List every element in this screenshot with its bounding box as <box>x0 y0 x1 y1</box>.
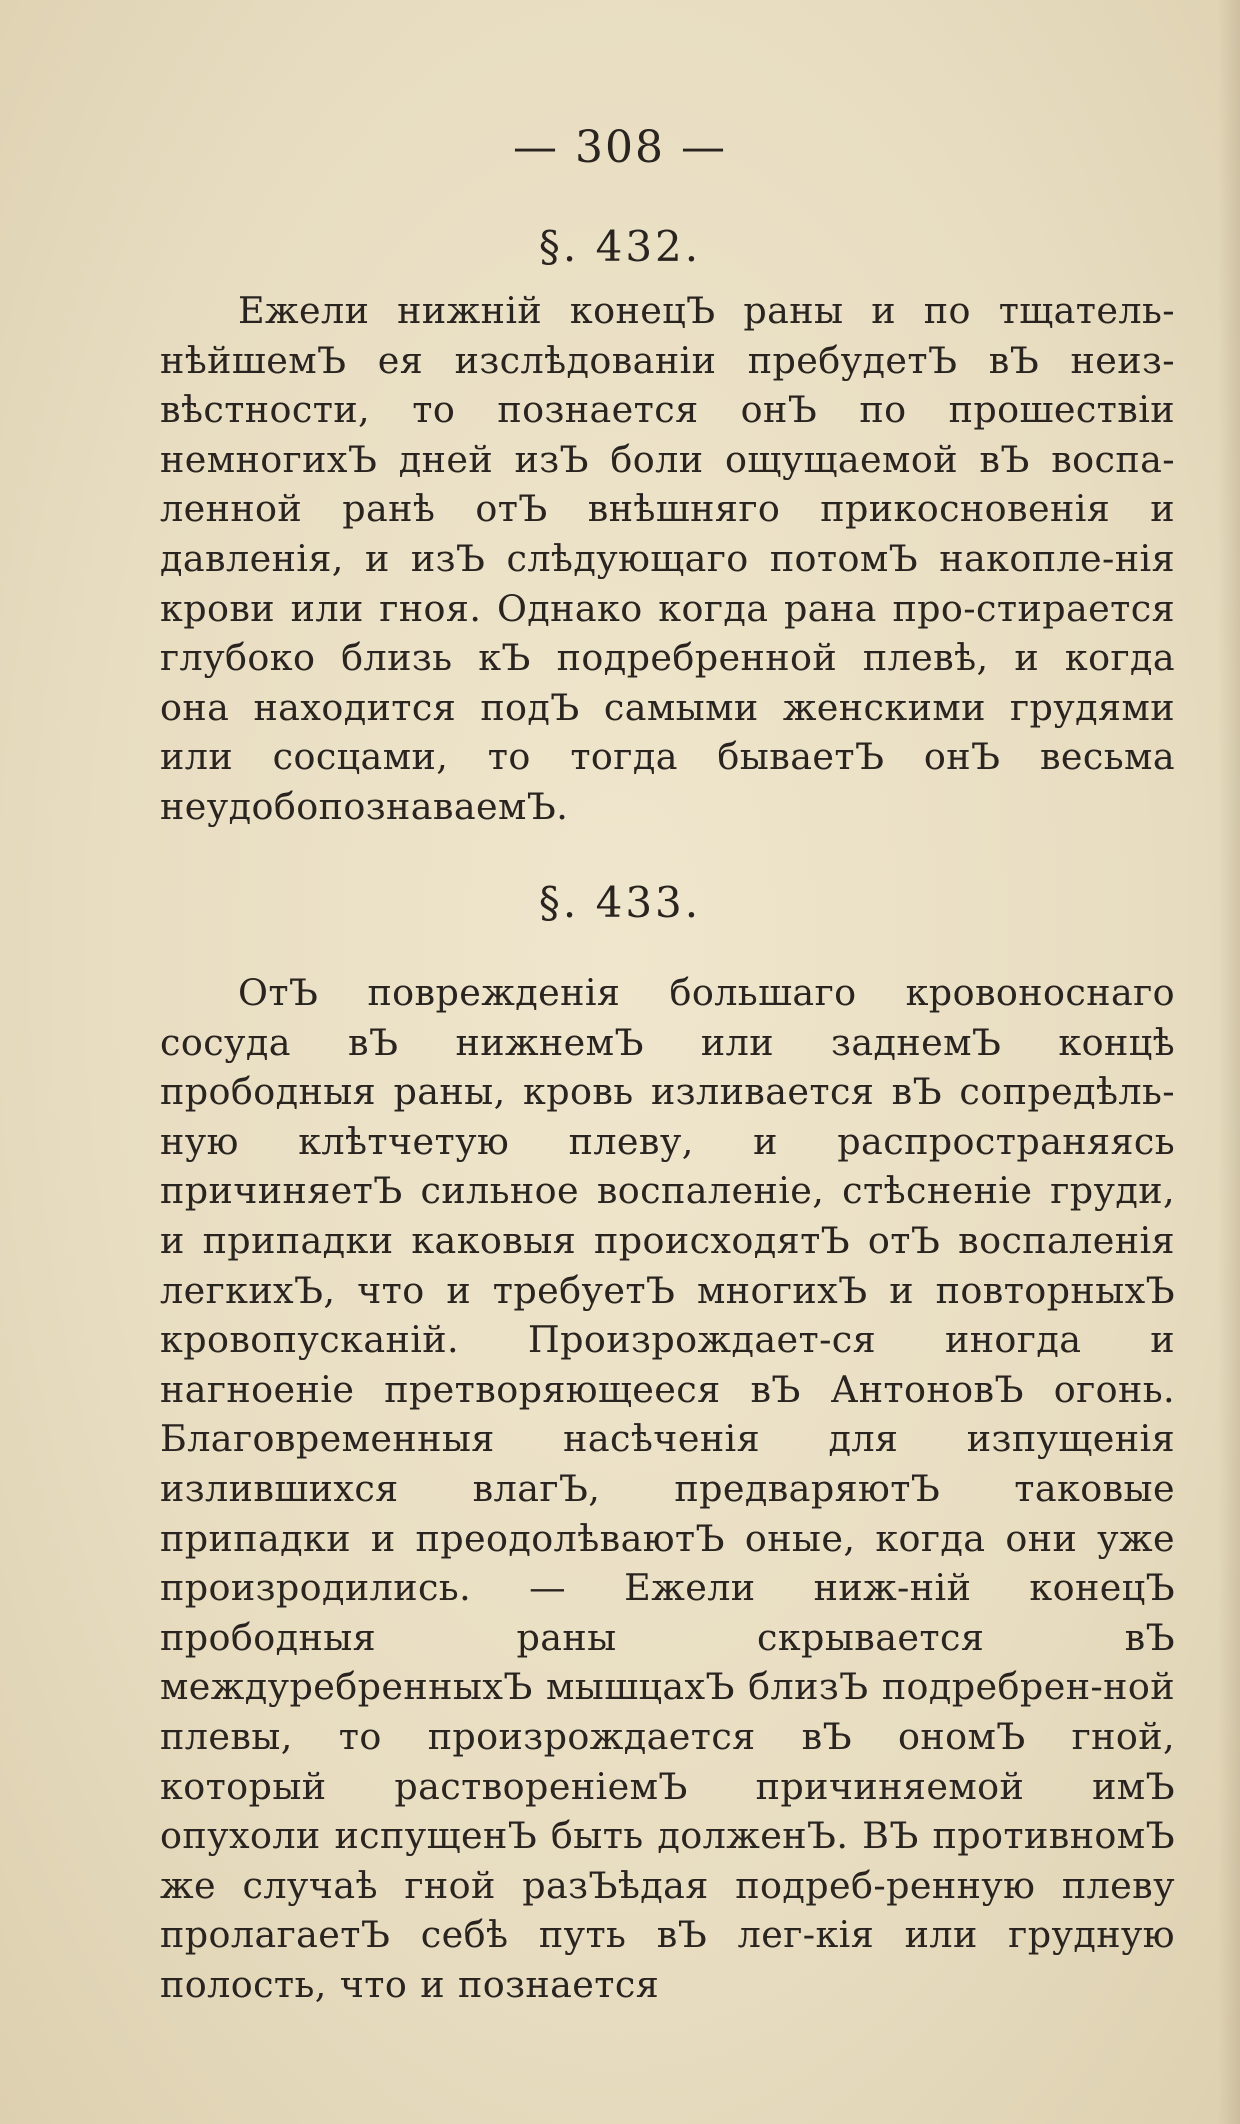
section-text-432: Ежели нижній конецЪ раны и по тщатель-нѣйшемЪ ея изслѣдованіи пребудетЪ вЪ неиз-вѣстности, то познается онЪ по прошествіи немногихЪ дней изЪ боли ощущаемой вЪ воспа-ленной ранѣ отЪ внѣшняго прикосновенія и давленія, и изЪ слѣдующаго потомЪ накопле-нія крови или гноя. Однако когда рана про-стирается глубоко близь кЪ подребренной плевѣ, и когда она находится подЪ самыми женскими грудями или сосцами, то тогда бываетЪ онЪ весьма неудобопознаваемЪ. <box>160 289 1175 828</box>
section-heading-432: §. 432. <box>538 222 702 271</box>
section-text-433: ОтЪ поврежденія большаго кровоноснаго сосуда вЪ нижнемЪ или заднемЪ концѣ прободныя раны, кровь изливается вЪ сопредѣль-ную клѣтчетую плеву, и распространяясь причиняетЪ сильное воспаленіе, стѣсненіе груди, и припадки каковыя происходятЪ отЪ воспаленія легкихЪ, что и требуетЪ многихЪ и повторныхЪ кровопусканій. Произрождает-ся иногда и нагноеніе претворяющееся вЪ АнтоновЪ огонь. Благовременныя насѣченія для изпущенія излившихся влагЪ, предваряютЪ таковые припадки и преодолѣваютЪ оные, когда они уже произродились. — Ежели ниж-ній конецЪ прободныя раны скрывается вЪ междуребренныхЪ мышцахЪ близЪ подребрен-ной плевы, то произрождается вЪ ономЪ гной, который раствореніемЪ причиняемой имЪ опухоли испущенЪ быть долженЪ. ВЪ противномЪ же случаѣ гной разЪѣдая подреб-ренную плеву пролагаетЪ себѣ путь вЪ лег-кія или грудную полость, что и познается <box>160 971 1175 2006</box>
page-edge-shadow <box>1218 0 1240 2124</box>
section-heading-433: §. 433. <box>538 878 702 927</box>
page-number: — 308 — <box>513 122 727 173</box>
